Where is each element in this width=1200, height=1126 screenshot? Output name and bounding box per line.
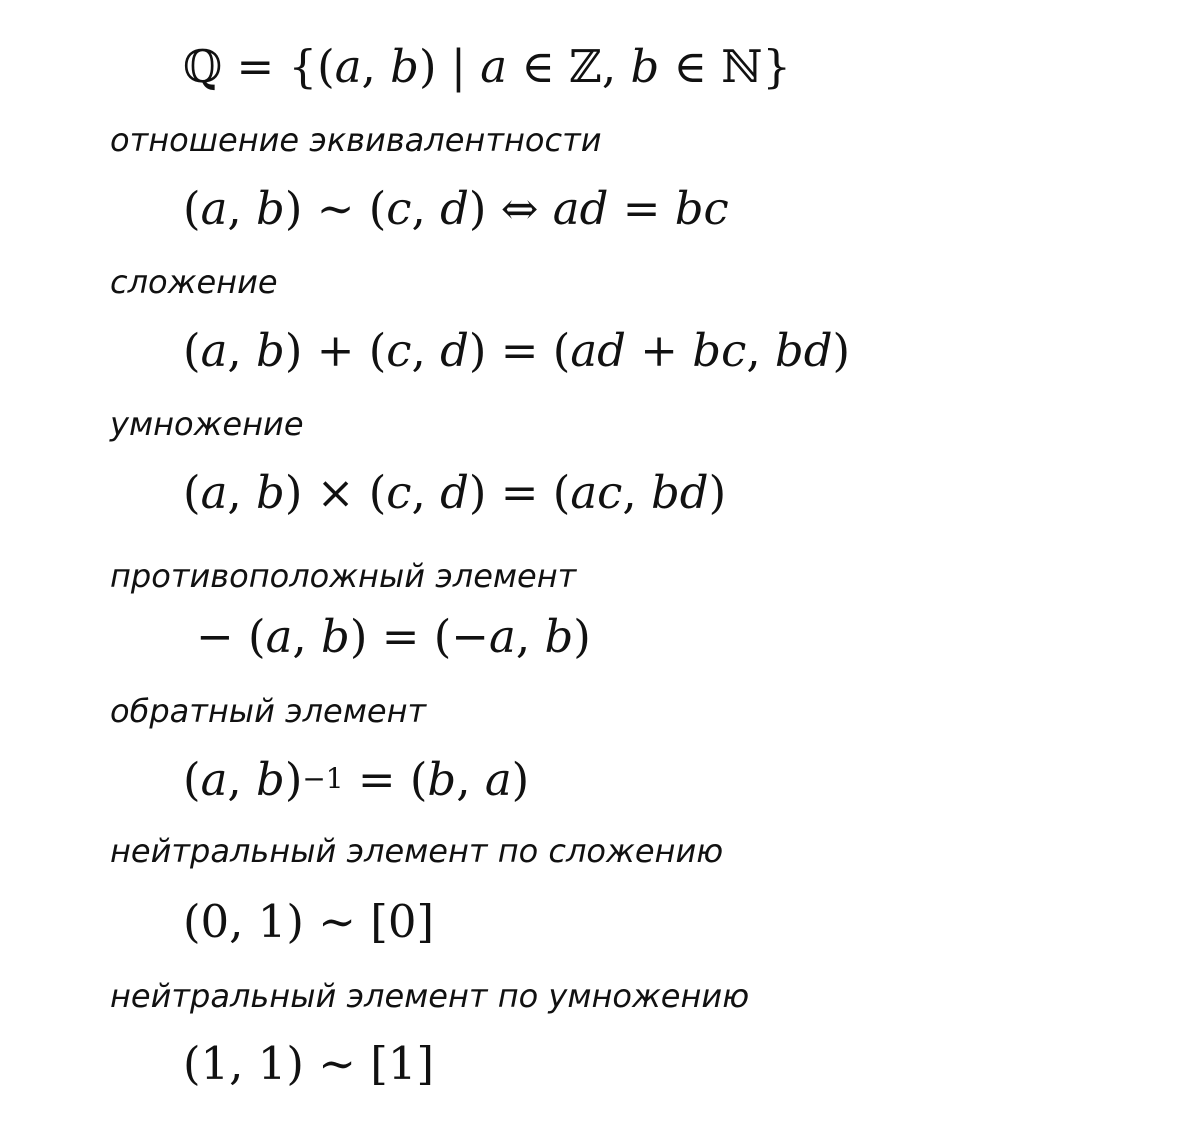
- rationals-symbol: ℚ: [183, 40, 223, 93]
- formula-inverse-element: (a, b)$^{-1}$ = (b, a): [183, 753, 530, 806]
- caption-multiplicative-neutral: нейтральный элемент по умножению: [110, 977, 750, 1015]
- formula-multiplicative-neutral: (1, 1) ∼ [1]: [183, 1037, 435, 1090]
- formula-equivalence: (a, b) ∼ (c, d) ⇔ ad = bc: [183, 182, 729, 235]
- formula-opposite-element: − (a, b) = (−a, b): [196, 610, 591, 663]
- caption-opposite-element: противоположный элемент: [110, 557, 577, 595]
- caption-addition: сложение: [110, 263, 278, 301]
- caption-equivalence: отношение эквивалентности: [110, 121, 602, 159]
- formula-additive-neutral: (0, 1) ∼ [0]: [183, 895, 435, 948]
- caption-inverse-element: обратный элемент: [110, 692, 427, 730]
- caption-multiplication: умножение: [110, 405, 304, 443]
- formula-addition: (a, b) + (c, d) = (ad + bc, bd): [183, 324, 851, 377]
- formula-rationals-definition: ℚ = {(a, b) | a ∈ ℤ, b ∈ ℕ}: [183, 40, 792, 93]
- formula-multiplication: (a, b) × (c, d) = (ac, bd): [183, 466, 727, 519]
- caption-additive-neutral: нейтральный элемент по сложению: [110, 832, 724, 870]
